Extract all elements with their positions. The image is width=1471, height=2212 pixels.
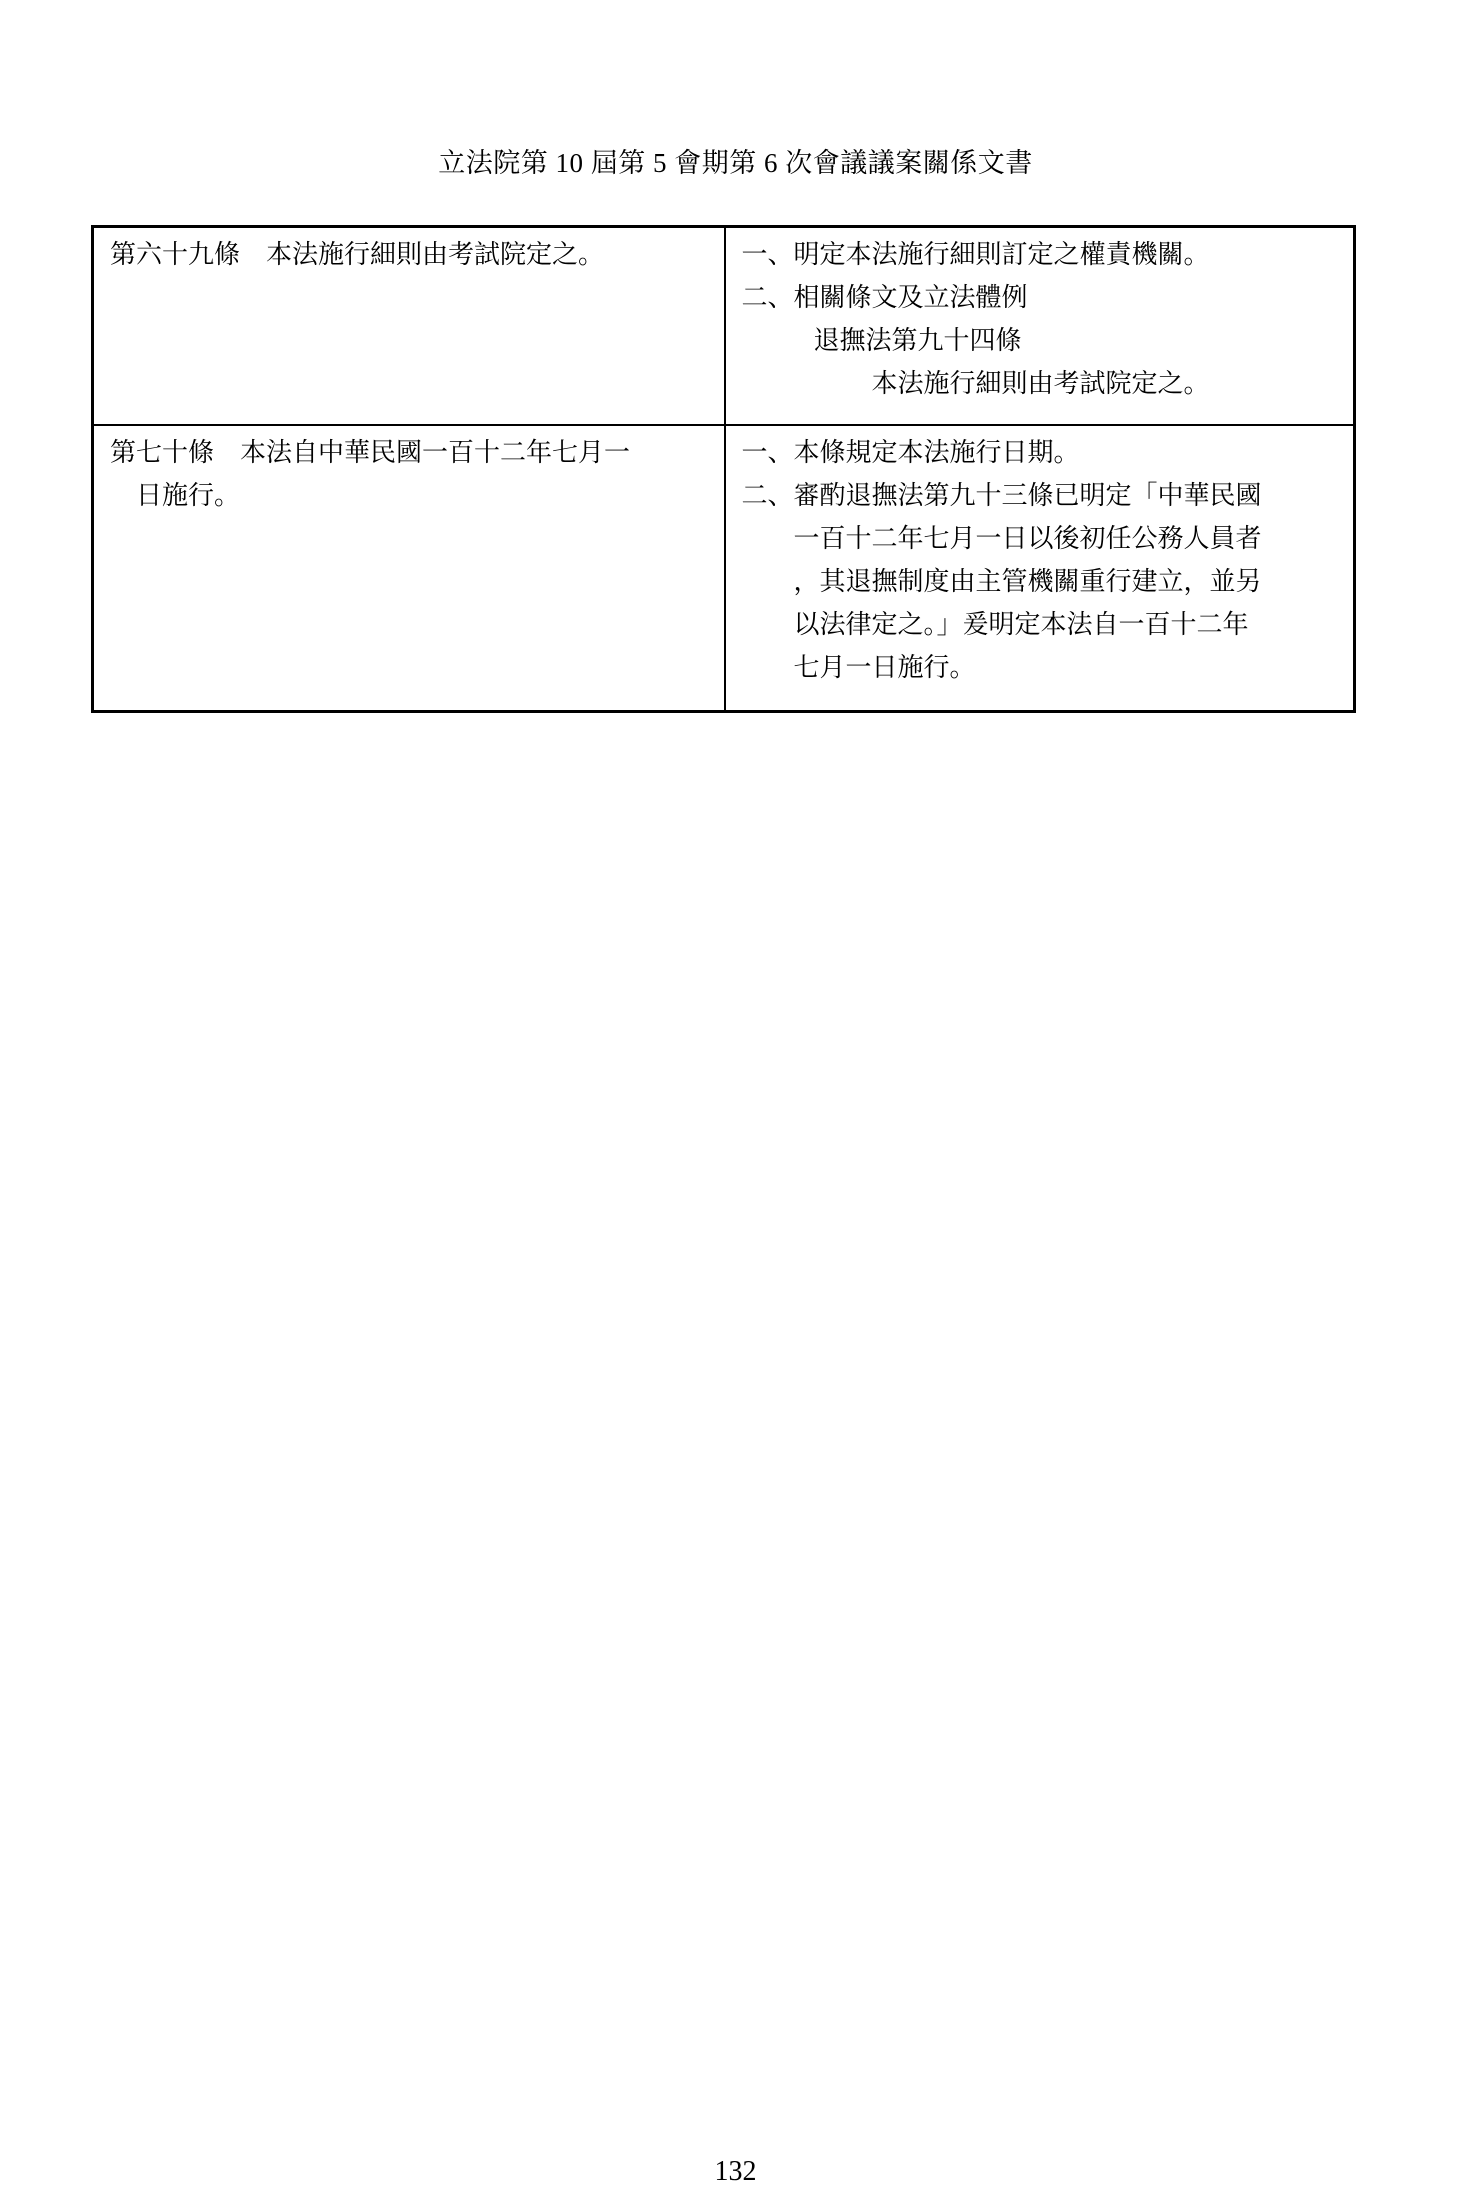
cell-text-line: 退撫法第九十四條 xyxy=(813,326,1022,356)
cell-text-line: 一、本條規定本法施行日期。 xyxy=(741,438,1080,468)
cell-text-line: 二、相關條文及立法體例 xyxy=(741,283,1028,313)
cell-text-line: 一百十二年七月一日以後初任公務人員者 xyxy=(793,524,1262,554)
bill-table xyxy=(91,225,1356,713)
cell-text-line: ，其退撫制度由主管機關重行建立，並另 xyxy=(793,567,1262,597)
table-row xyxy=(93,227,1355,426)
cell-text-line: 二、審酌退撫法第九十三條已明定「中華民國 xyxy=(741,481,1262,511)
table-row xyxy=(93,425,1355,712)
article-cell xyxy=(93,425,725,712)
cell-text-line: 以法律定之。」爰明定本法自一百十二年 xyxy=(793,610,1249,640)
explanation-cell xyxy=(725,227,1355,426)
article-cell xyxy=(93,227,725,426)
cell-text-line: 七月一日施行。 xyxy=(793,653,976,683)
explanation-cell xyxy=(725,425,1355,712)
running-header: 立法院第 10 屆第 5 會期第 6 次會議議案關係文書 xyxy=(438,148,1033,178)
cell-text-line: 日施行。 xyxy=(136,481,241,511)
cell-text-line: 本法施行細則由考試院定之。 xyxy=(871,369,1210,399)
cell-text-line: 第六十九條 本法施行細則由考試院定之。 xyxy=(110,240,605,270)
cell-text-line: 一、明定本法施行細則訂定之權責機關。 xyxy=(741,240,1210,270)
page-number: 132 xyxy=(714,2156,757,2187)
cell-text-line: 第七十條 本法自中華民國一百十二年七月一 xyxy=(110,438,631,468)
